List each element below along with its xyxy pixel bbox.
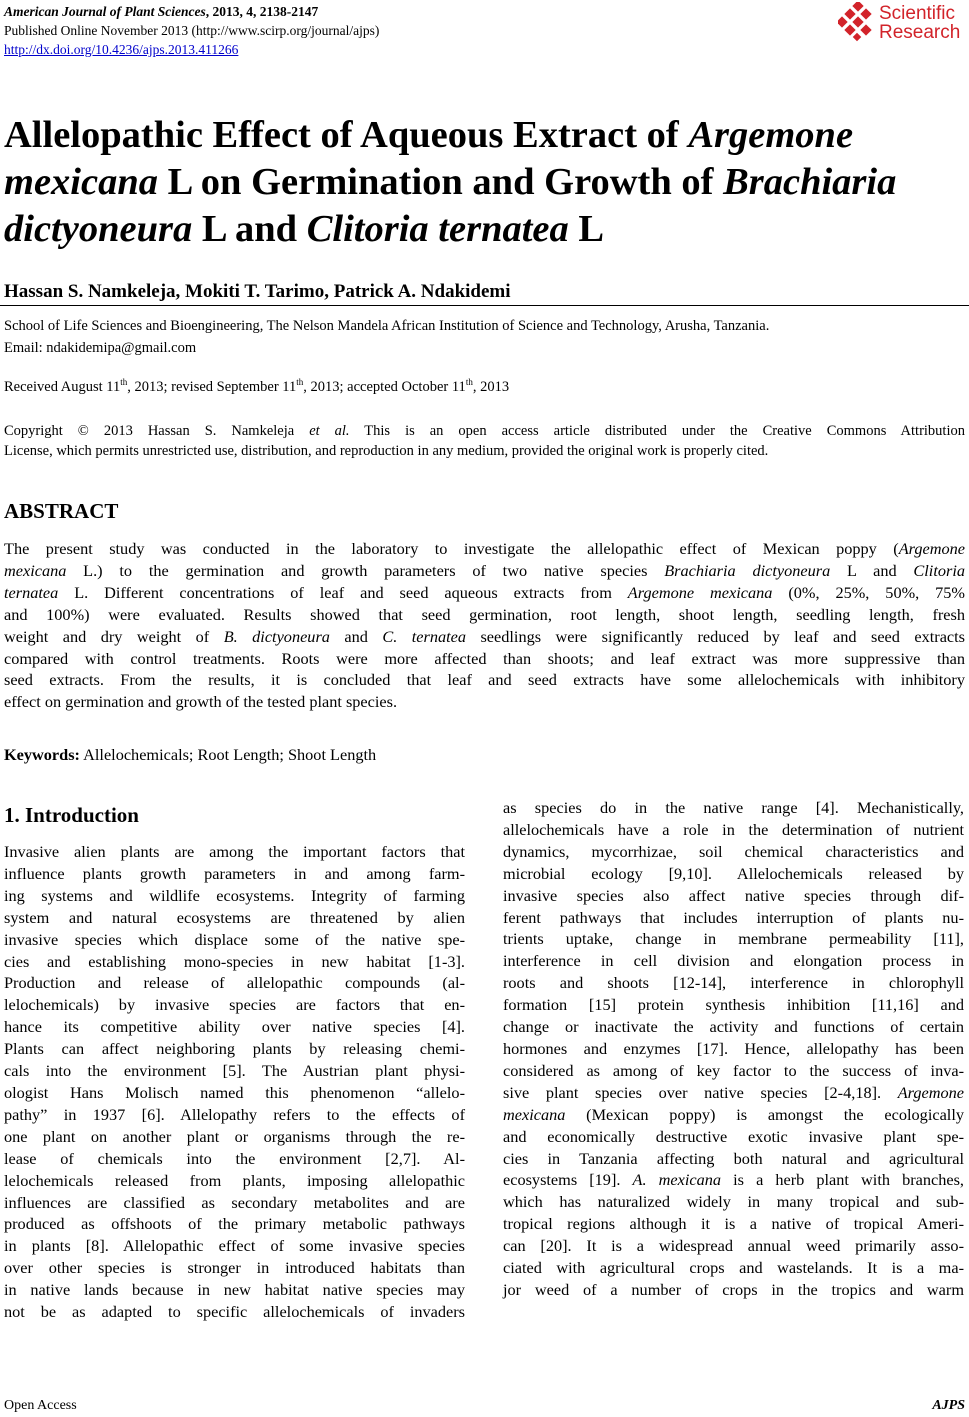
intro-line: Production and release of allelopathic compounds (al- <box>4 973 465 993</box>
publisher-logo <box>838 0 963 46</box>
intro-line: dynamics, mycorrhizae, soil chemical characteristics and <box>503 841 964 861</box>
abstract-span: L.) to the germination and growth parameters of two native species <box>66 560 665 580</box>
abstract-span: weight and dry weight of <box>4 626 224 646</box>
logo-text-research: Research <box>879 22 961 43</box>
copyright-text: Copyright © 2013 Hassan S. Namkeleja <box>4 423 310 439</box>
abstract-heading: ABSTRACT <box>4 499 119 523</box>
abstract-span: Argemone <box>898 539 965 558</box>
copyright-text: This is an open access article distributed under the Creative Commons Attribution <box>349 423 965 439</box>
intro-line: system and natural ecosystems are threatened by alien <box>4 907 465 927</box>
title-divider <box>0 305 969 306</box>
title-text: L and <box>192 208 307 250</box>
intro-line: sive plant species over native species [2-4,18]. Argemone <box>503 1082 964 1102</box>
doi-link[interactable]: http://dx.doi.org/10.4236/ajps.2013.411266 <box>4 42 239 57</box>
intro-line: tropical regions although it is a native of tropical Ameri- <box>503 1214 964 1234</box>
abstract-span: Clitoria <box>913 560 965 580</box>
abstract-line <box>4 560 965 582</box>
abstract-span: and <box>329 626 383 646</box>
intro-line: ciated with agricultural crops and wastelands. It is a ma- <box>503 1258 964 1278</box>
email[interactable]: Email: ndakidemipa@gmail.com <box>4 340 197 356</box>
intro-line: ing systems and wildlife ecosystems. Integrity of farming <box>4 885 465 905</box>
intro-line: in plants [8]. Allelopathic effect of some invasive species <box>4 1236 465 1256</box>
abstract-span: The present study was conducted in the laboratory to investigate the allelopathic effect of Mexican poppy ( <box>4 539 899 558</box>
intro-left-column <box>4 841 465 1323</box>
copyright-line <box>4 421 965 441</box>
intro-line: can [20]. It is a widespread annual weed primarily asso- <box>503 1236 964 1256</box>
intro-line: ologist Hans Molisch named this phenomenon “allelo- <box>4 1082 465 1102</box>
intro-line: jor weed of a number of crops in the tropics and warm <box>503 1279 964 1299</box>
paper-title <box>4 112 964 253</box>
title-species: Clitoria ternatea <box>306 208 569 250</box>
date-text: , 2013; accepted October 11 <box>303 379 466 395</box>
abstract-line: seed extracts. From the results, it is concluded that leaf and seed extracts have some allelochemicals with inhibitory <box>4 670 965 690</box>
intro-line: ecosystems [19]. A. mexicana is a herb plant with branches, <box>503 1170 965 1190</box>
footer-journal-abbr: AJPS <box>932 1398 965 1413</box>
intro-line: change or inactivate the activity and functions of certain <box>503 1017 964 1037</box>
title-text: Allelopathic Effect of Aqueous Extract of <box>4 114 689 156</box>
title-species: Argemone <box>688 114 854 156</box>
date-sup: th <box>120 377 128 388</box>
intro-line: cies and establishing mono-species in new habitat [1-3]. <box>4 951 465 971</box>
abstract-line <box>4 582 965 604</box>
abstract-line: compared with control treatments. Roots were more affected than shoots; and leaf extract was more suppressive than <box>4 648 965 668</box>
title-species: dictyoneura <box>4 208 193 250</box>
intro-line: not be as adapted to specific allelochemicals of invaders <box>4 1302 465 1322</box>
keywords-label: Keywords: <box>4 745 80 764</box>
intro-line: cies in Tanzania affecting both natural and agricultural <box>503 1148 964 1168</box>
keywords <box>4 745 376 765</box>
abstract-line <box>4 626 965 648</box>
abstract-span: Brachiaria dictyoneura <box>664 560 831 580</box>
intro-line: lelochemicals) by invasive species are factors that en- <box>4 995 465 1015</box>
intro-line: in native lands because in new habitat native species may <box>4 1280 465 1300</box>
copyright <box>4 421 965 461</box>
intro-line: ferent pathways that includes interruption of plants nu- <box>503 907 964 927</box>
intro-line: considered as among of key factor to the success of inva- <box>503 1060 964 1080</box>
logo-text-scientific: Scientific <box>879 3 956 24</box>
intro-line: interference in cell division and elongation process in <box>503 951 964 971</box>
species-name: mexicana <box>503 1104 566 1124</box>
authors: Hassan S. Namkeleja, Mokiti T. Tarimo, Patrick A. Ndakidemi <box>4 281 511 302</box>
title-text: L <box>568 208 605 250</box>
intro-line: hormones and enzymes [17]. Hence, allelopathy has been <box>503 1038 964 1058</box>
abstract-span: Argemone mexicana <box>627 582 773 602</box>
intro-line: cals into the environment [5]. The Austrian plant physi- <box>4 1061 465 1081</box>
date-text: Received August 11 <box>4 379 121 395</box>
intro-line: influences are classified as secondary metabolites and are <box>4 1192 465 1212</box>
abstract-span: ternatea <box>4 582 59 602</box>
abstract-line <box>4 538 965 560</box>
intro-line: invasive species which displace some of the native spe- <box>4 929 465 949</box>
published-online: Published Online November 2013 (http://www.scirp.org/journal/ajps) <box>4 23 380 38</box>
abstract-line: and 100%) were evaluated. Results showed that seed germination, root length, shoot length, seedling length, fresh <box>4 604 965 624</box>
intro-line: pathy” in 1937 [6]. Allelopathy refers to the effects of <box>4 1104 465 1124</box>
date-text: , 2013; revised September 11 <box>127 379 297 395</box>
affiliation: School of Life Sciences and Bioengineering, The Nelson Mandela African Institution of Science and Technology, Arusha, Tanzania. <box>4 318 770 334</box>
title-line-2 <box>4 159 964 206</box>
intro-line: influence plants growth parameters in and among farm- <box>4 863 465 883</box>
intro-line: Plants can affect neighboring plants by releasing chemi- <box>4 1039 465 1059</box>
species-name: A. mexicana <box>632 1170 722 1190</box>
copyright-line: License, which permits unrestricted use, distribution, and reproduction in any medium, provided the original work is properly cited. <box>4 443 769 459</box>
footer-open-access: Open Access <box>4 1398 77 1413</box>
intro-line: roots and shoots [12-14], interference in chlorophyll <box>503 973 964 993</box>
intro-line: formation [15] protein synthesis inhibition [11,16] and <box>503 995 964 1015</box>
journal-details: , 2013, 4, 2138-2147 <box>205 4 319 19</box>
intro-line: invasive species also affect native species through dif- <box>503 885 964 905</box>
abstract-span: C. ternatea <box>382 626 467 646</box>
intro-line: trients uptake, change in membrane permeability [11], <box>503 929 964 949</box>
intro-line: as species do in the native range [4]. Mechanistically, <box>503 798 964 817</box>
intro-line: Invasive alien plants are among the important factors that <box>4 842 465 861</box>
abstract-span: L and <box>830 560 914 580</box>
copyright-text: et al. <box>309 423 350 439</box>
intro-line: hance its competitive ability over native species [4]. <box>4 1017 465 1037</box>
abstract-span: (0%, 25%, 50%, 75% <box>772 582 965 602</box>
journal-name: American Journal of Plant Sciences <box>4 4 206 19</box>
date-sup: th <box>465 377 473 388</box>
intro-line: allelochemicals have a role in the determination of nutrient <box>503 819 964 839</box>
date-sup: th <box>296 377 304 388</box>
title-species: mexicana <box>4 161 158 203</box>
abstract-span: B. dictyoneura <box>223 626 330 646</box>
title-species: Brachiaria <box>723 161 897 203</box>
intro-line: one plant on another plant or organisms through the re- <box>4 1126 465 1146</box>
intro-heading: 1. Introduction <box>4 803 139 827</box>
abstract-span: L. Different concentrations of leaf and seed aqueous extracts from <box>58 582 628 602</box>
title-text: L on Germination and Growth of <box>157 161 724 203</box>
abstract-line: effect on germination and growth of the tested plant species. <box>4 692 398 712</box>
intro-line: produced as offshoots of the primary metabolic pathways <box>4 1214 465 1234</box>
received-dates <box>4 377 509 397</box>
intro-line: over other species is stronger in introduced habitats than <box>4 1258 465 1278</box>
scientific-research-logo-icon <box>838 2 878 42</box>
abstract-span: seedlings were significantly reduced by leaf and seed extracts <box>466 626 966 646</box>
intro-line: and economically destructive exotic invasive plant spe- <box>503 1126 964 1146</box>
intro-line: lease of chemicals into the environment [2,7]. Al- <box>4 1148 465 1168</box>
title-line-1 <box>4 112 964 159</box>
abstract-span: mexicana <box>4 560 67 580</box>
journal-header <box>4 2 318 21</box>
intro-line: which has naturalized widely in many tropical and sub- <box>503 1192 964 1212</box>
species-name: Argemone <box>897 1082 964 1102</box>
intro-line: microbial ecology [9,10]. Allelochemicals released by <box>503 863 964 883</box>
intro-right-column <box>503 797 964 1301</box>
keywords-text: Allelochemicals; Root Length; Shoot Length <box>79 745 377 764</box>
title-line-3 <box>4 206 964 253</box>
intro-line: lelochemicals released from plants, imposing allelopathic <box>4 1170 465 1190</box>
intro-line: mexicana (Mexican poppy) is amongst the ecologically <box>503 1104 964 1124</box>
abstract-text <box>4 538 965 713</box>
date-text: , 2013 <box>472 379 510 395</box>
